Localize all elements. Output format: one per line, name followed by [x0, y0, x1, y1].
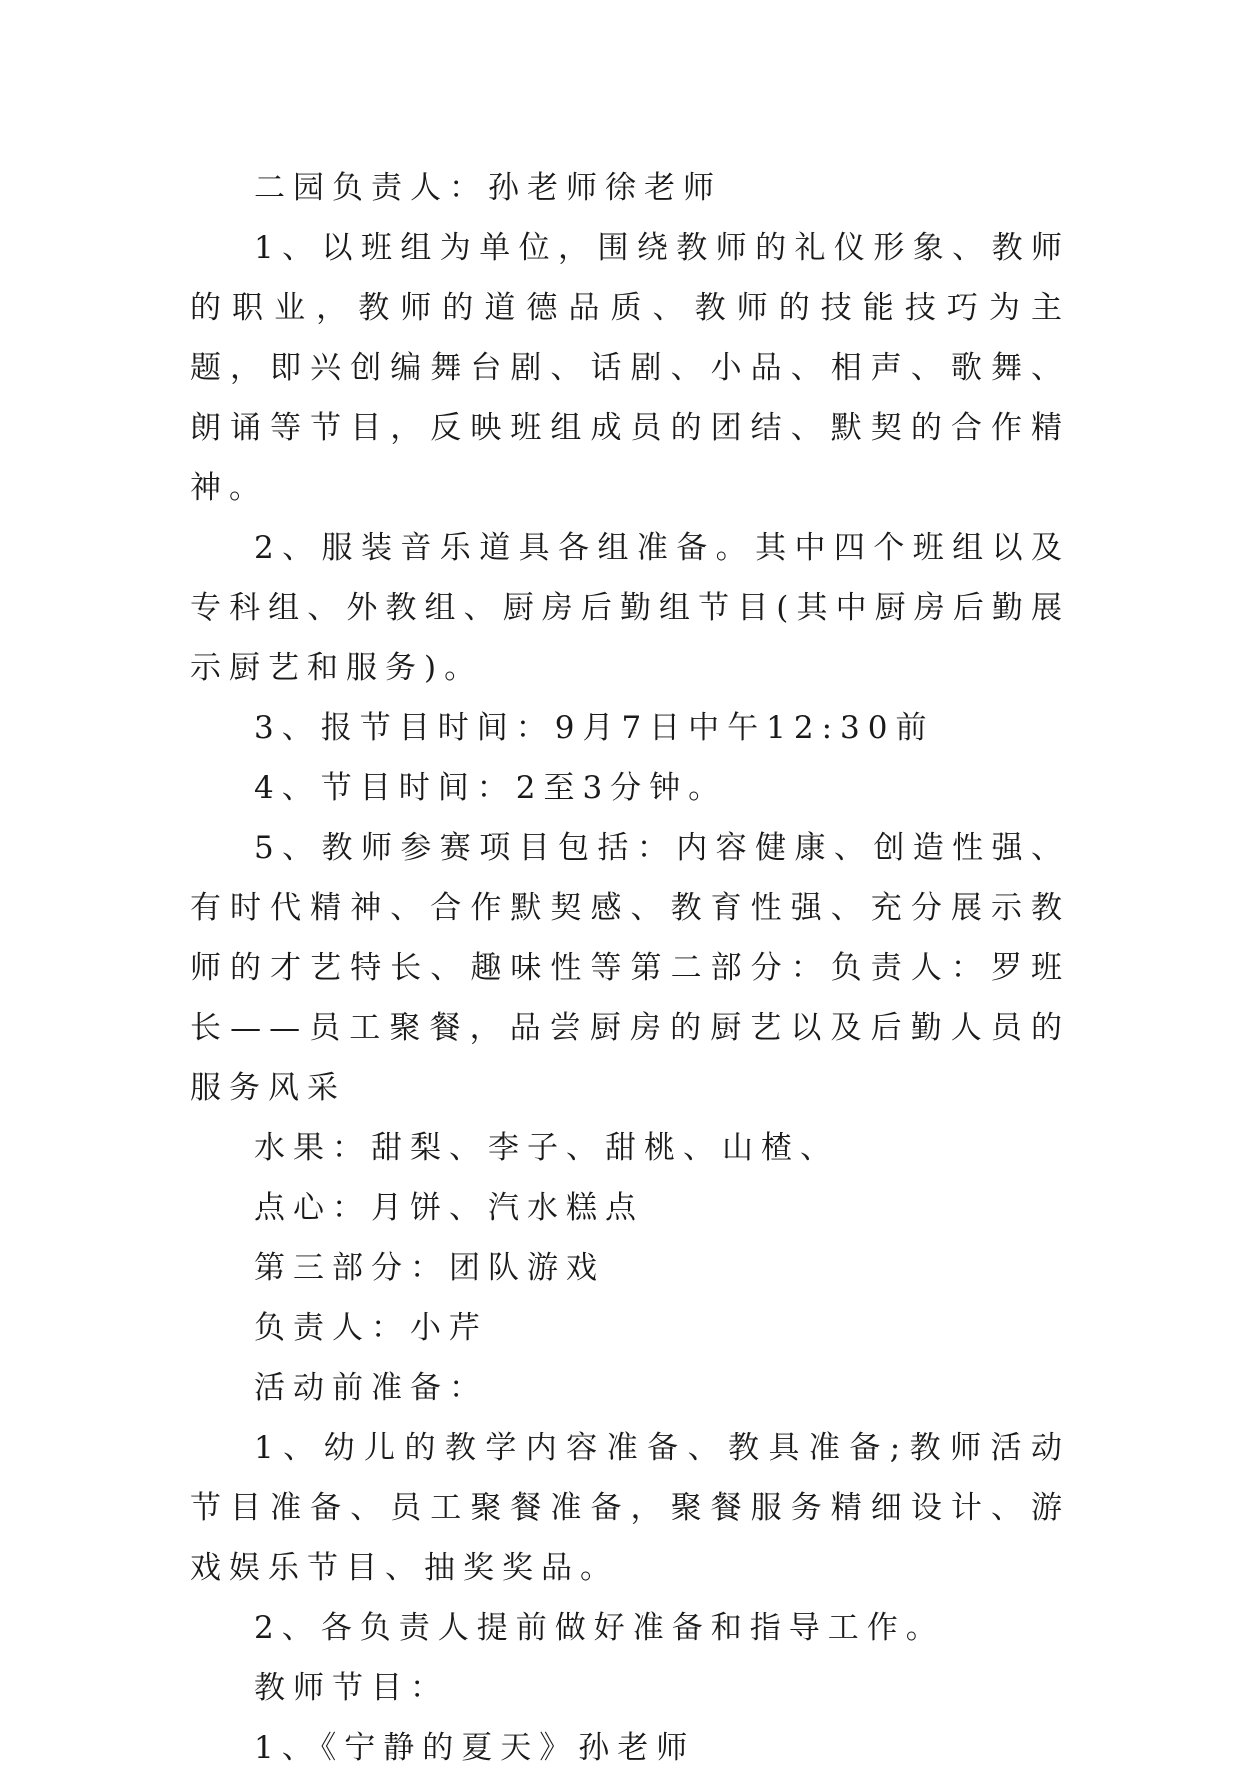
- paragraph-part-three-leader: 负责人：小芹: [254, 1310, 488, 1346]
- paragraph-preparation-heading: 活动前准备：: [254, 1370, 488, 1406]
- paragraph-item-5: 5、教师参赛项目包括：内容健康、创造性强、有时代精神、合作默契感、教育性强、充分展示教师的才艺特长、趣味性等第二部分：负责人：罗班长——员工聚餐，品尝厨房的厨艺以及后勤人员的服务风采: [190, 830, 1070, 1106]
- paragraph-person-in-charge: 二园负责人：孙老师徐老师: [254, 170, 722, 206]
- paragraph-snacks: 点心：月饼、汽水糕点: [254, 1190, 644, 1226]
- document-body: [190, 158, 1070, 1778]
- paragraph-item-4: 4、节目时间：2至3分钟。: [254, 770, 728, 806]
- paragraph-programs-heading: 教师节目：: [254, 1670, 449, 1706]
- paragraph-item-1: 1、以班组为单位，围绕教师的礼仪形象、教师的职业，教师的道德品质、教师的技能技巧为主题，即兴创编舞台剧、话剧、小品、相声、歌舞、朗诵等节目，反映班组成员的团结、默契的合作精神。: [190, 230, 1070, 506]
- paragraph-preparation-2: 2、各负责人提前做好准备和指导工作。: [254, 1610, 945, 1646]
- paragraph-preparation-1: 1、幼儿的教学内容准备、教具准备;教师活动节目准备、员工聚餐准备，聚餐服务精细设计、游戏娱乐节目、抽奖奖品。: [190, 1430, 1070, 1586]
- paragraph-item-3: 3、报节目时间：9月7日中午12:30前: [254, 710, 935, 746]
- paragraph-part-three: 第三部分：团队游戏: [254, 1250, 605, 1286]
- paragraph-item-2: 2、服装音乐道具各组准备。其中四个班组以及专科组、外教组、厨房后勤组节目(其中厨房后勤展示厨艺和服务)。: [190, 530, 1070, 686]
- paragraph-program-1: 1、《宁静的夏天》孙老师: [254, 1730, 696, 1766]
- paragraph-fruit: 水果：甜梨、李子、甜桃、山楂、: [254, 1130, 839, 1166]
